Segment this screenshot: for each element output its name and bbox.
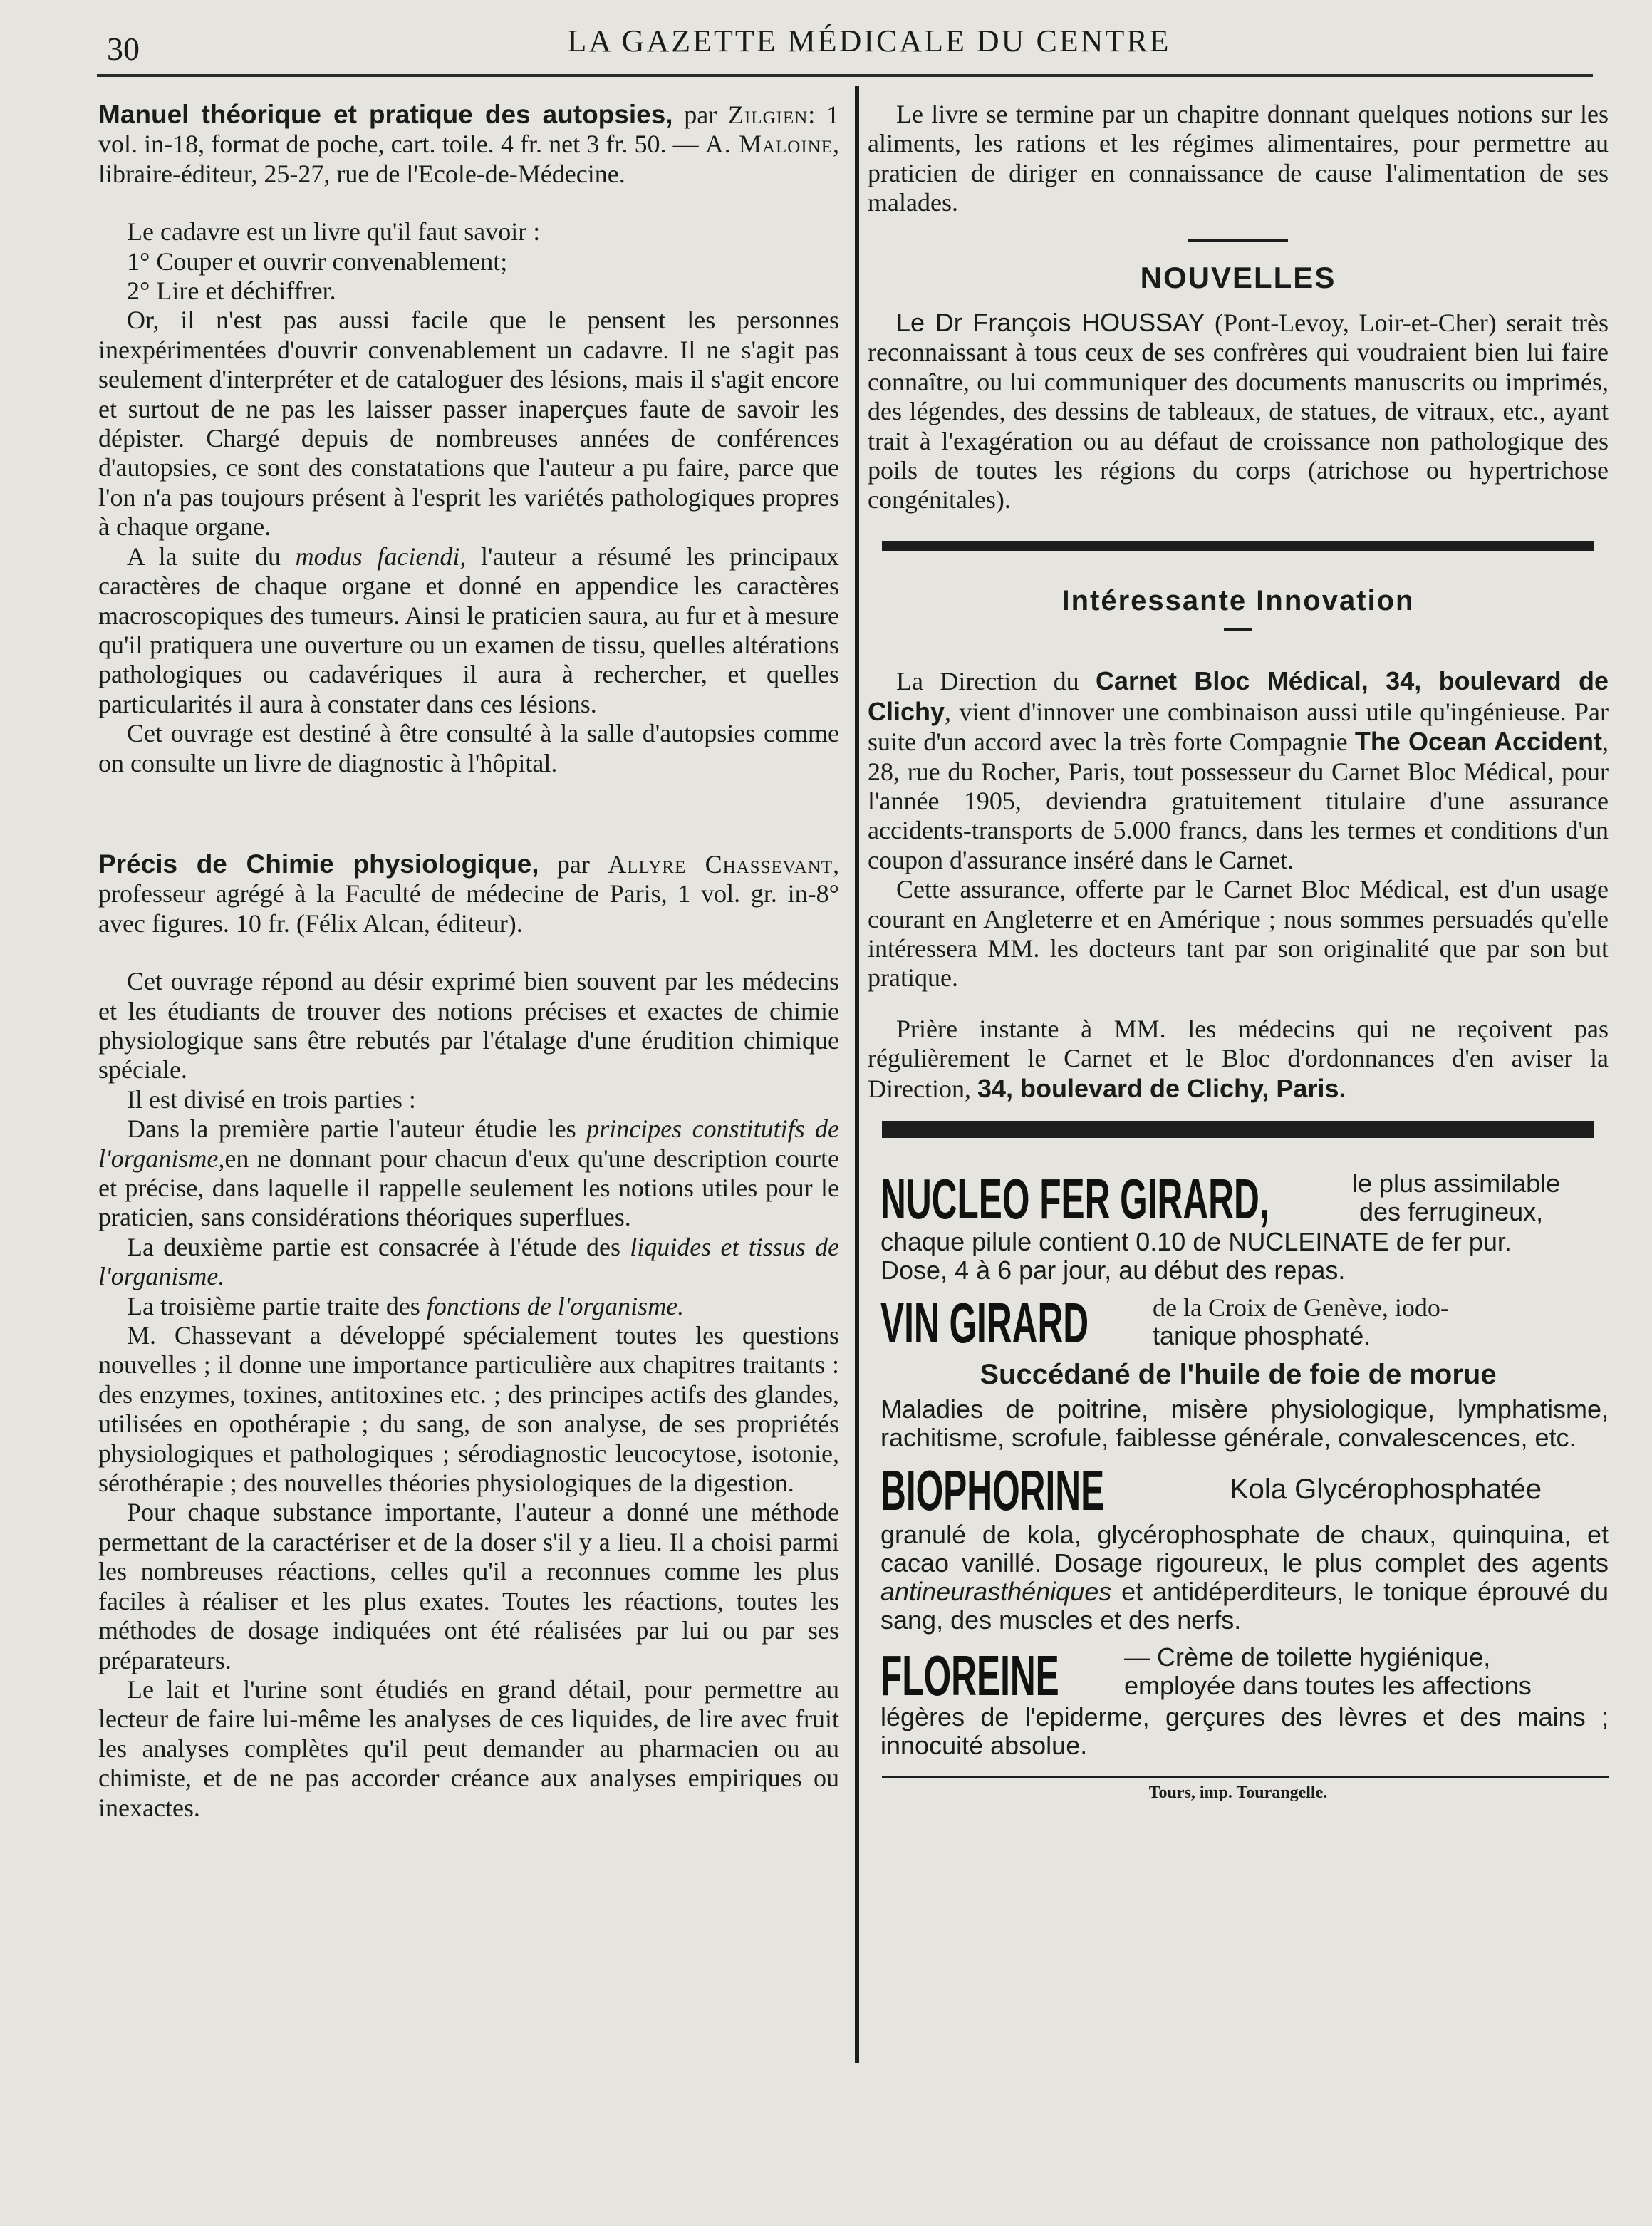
- nucleo-side-line1: le plus assimilable: [1352, 1168, 1561, 1198]
- column-divider: [855, 86, 859, 2063]
- review1-paragraph: A la suite du modus faciendi, l'auteur a résumé les principaux caractères de chaque organe et donné en appendice les caractères macroscopiques des tumeurs. Ainsi le praticien saura, au fur et à mesure qu'il pratiquera une ouverture ou un examen de tissu, quelles altérations pathologiques ou cadavériques il aura à rechercher, et quelles particularités il aura à constater dans ces lésions.: [98, 542, 839, 718]
- vin-side-line2: tanique phosphaté.: [1153, 1320, 1371, 1350]
- innovation-paragraph: Prière instante à MM. les médecins qui ne reçoivent pas régulièrement le Carnet et le Bloc d'ordonnances d'en aviser la Direction, 34, boulevard de Clichy, Paris.: [868, 1014, 1609, 1103]
- review2-paragraph: La troisième partie traite des fonctions de l'organisme.: [127, 1291, 685, 1320]
- review2-paragraph: Le lait et l'urine sont étudiés en grand détail, pour permettre au lecteur de faire lui-même les analyses de ces liquides, de lire avec fruit les analyses complètes qu'il peut demander au pharmacien ou au chimiste, et de ne pas accorder créance aux analyses empiriques ou inexactes.: [98, 1674, 839, 1822]
- ad-biophorine: [868, 1459, 1609, 1521]
- nucleo-brand: NUCLEO FER GIRARD,: [880, 1166, 1269, 1231]
- innovation-paragraph: Cette assurance, offerte par le Carnet Bloc Médical, est d'un usage courant en Angleterre et en Amérique ; nous sommes persuadés qu'elle intéressera MM. les docteurs tant par son originalité que par son but pratique.: [868, 875, 1609, 993]
- floreine-side-line1: — Crème de toilette hygiénique,: [1124, 1642, 1491, 1672]
- review1-by: par: [672, 100, 728, 129]
- ad-floreine: [868, 1642, 1609, 1708]
- review2-paragraph: Il est divisé en trois parties :: [127, 1084, 416, 1114]
- news-paragraph: Le Dr François HOUSSAY (Pont-Levoy, Loir-et-Cher) serait très reconnaissant à tous ceux de ses confrères qui voudraient bien lui faire connaître, ou lui communiquer des documents manuscrits ou imprimés, des légendes, des dessins de tableaux, de statues, de vitraux, etc., ayant trait à l'exagération ou au défaut de croissance non pathologique des poils de toutes les régions du corps (atrichose ou hypertrichose congénitales).: [868, 308, 1609, 514]
- review1-title: Manuel théorique et pratique des autopsies,: [98, 100, 673, 129]
- separator-rule: [1224, 628, 1252, 631]
- review1-heading: [98, 100, 839, 189]
- biophorine-side: Kola Glycérophosphatée: [1230, 1474, 1542, 1506]
- review1-paragraph: Or, il n'est pas aussi facile que le pensent les personnes inexpérimentées d'ouvrir convenablement un cadavre. Il ne s'agit pas seulement d'interpréter et de cataloguer des lésions, mais il s'agit encore et surtout de ne pas les laisser passer inaperçues faute de savoir les dépister. Chargé depuis de nombreuses années de conférences d'autopsies, ce sont des constatations que l'auteur a pu faire, parce que l'on n'a pas toujours présent à l'esprit les variétés pathologiques propres à chaque organe.: [98, 306, 839, 542]
- biophorine-brand: BIOPHORINE: [880, 1459, 1105, 1523]
- header-rule: [97, 74, 1593, 77]
- review2-paragraph: La deuxième partie est consacrée à l'étude des liquides et tissus de l'organisme.: [98, 1232, 839, 1291]
- review1-details1: : 1 vol. in-18, format de poche, cart. toile. 4 fr. net 3 fr. 50. —: [98, 100, 839, 159]
- review2-details: , professeur agrégé à la Faculté de médecine de Paris, 1 vol. gr. in-8° avec figures. 10 fr. (Félix Alcan, éditeur).: [98, 849, 840, 938]
- review1-ending: Le livre se termine par un chapitre donnant quelques notions sur les aliments, les rations et les régimes alimentaires, pour permettre au praticien de diriger en connaissance de cause l'alimentation de ses malades.: [868, 100, 1609, 217]
- news-title: NOUVELLES: [1140, 260, 1336, 294]
- nucleo-line: Dose, 4 à 6 par jour, au début des repas.: [880, 1255, 1346, 1285]
- floreine-brand: FLOREINE: [880, 1644, 1059, 1708]
- review1-list-item: 1° Couper et ouvrir convenablement;: [127, 247, 508, 276]
- thick-rule: [882, 1121, 1594, 1138]
- floreine-text: légères de l'epiderme, gerçures des lèvres et des mains ; innocuité absolue.: [880, 1702, 1609, 1761]
- review1-paragraph: Cet ouvrage est destiné à être consulté à la salle d'autopsies comme on consulte un livre de diagnostic à l'hôpital.: [98, 719, 839, 777]
- review2-by: par: [539, 849, 608, 879]
- nucleo-side-line2: des ferrugineux,: [1359, 1196, 1544, 1226]
- review1-paragraph: Le cadavre est un livre qu'il faut savoir :: [127, 217, 541, 247]
- innovation-paragraph: La Direction du Carnet Bloc Médical, 34, boulevard de Clichy, vient d'innover une combinaison aussi utile qu'ingénieuse. Par suite d'un accord avec la très forte Compagnie The Ocean Accident, 28, rue du Rocher, Paris, tout possesseur du Carnet Bloc Médical, pour l'année 1905, deviendra gratuitement titulaire d'une assurance accidents-transports de 5.000 francs, dans les termes et conditions d'un coupon d'assurance inséré dans le Carnet.: [868, 666, 1609, 874]
- vin-brand: VIN GIRARD: [880, 1290, 1089, 1355]
- biophorine-text: granulé de kola, glycérophosphate de chaux, quinquina, et cacao vanillé. Dosage rigoureux, le plus complet des agents antineurasthéniques et antidéperditeurs, le tonique éprouvé du sang, des muscles et des nerfs.: [880, 1520, 1609, 1635]
- running-title: LA GAZETTE MÉDICALE DU CENTRE: [567, 24, 1171, 58]
- review1-publisher: A. Maloine: [705, 130, 833, 159]
- review2-title: Précis de Chimie physiologique,: [98, 849, 539, 879]
- review1-author: Zilgien: [727, 100, 809, 129]
- review2-paragraph: Cet ouvrage répond au désir exprimé bien souvent par les médecins et les étudiants de trouver des notions précises et exactes de chimie physiologique sans être rebutés par l'étalage d'une érudition chimique spéciale.: [98, 967, 839, 1084]
- review2-heading: [98, 849, 839, 938]
- ad-nucleo: [868, 1166, 1609, 1231]
- page-number: 30: [107, 31, 140, 67]
- review2-paragraph: Dans la première partie l'auteur étudie les principes constitutifs de l'organisme,en ne donnant pour chacun d'eux qu'une description courte et précise, dans laquelle il rappelle seulement les notions utiles pour le praticien, sans considérations théoriques superflues.: [98, 1114, 840, 1232]
- innovation-title: Intéressante Innovation: [1061, 584, 1415, 616]
- review2-author: Allyre Chassevant: [608, 849, 833, 879]
- review2-paragraph: Pour chaque substance importante, l'auteur a donné une méthode permettant de la caractériser et de la doser s'il y a lieu. Il a choisi parmi les nombreuses réactions, celles qu'il a reconnues comme les plus faciles à réaliser et les plus exates. Toutes les réactions, toutes les méthodes de dosage indiquées ont été réalisées par lui ou par ses préparateurs.: [98, 1498, 839, 1674]
- right-column: [868, 100, 1609, 1803]
- vin-text: Maladies de poitrine, misère physiologique, lymphatisme, rachitisme, scrofule, faiblesse générale, convalescences, etc.: [880, 1394, 1609, 1453]
- vin-side-line1: de la Croix de Genève, iodo-: [1153, 1293, 1449, 1322]
- vin-subtitle: Succédané de l'huile de foie de morue: [980, 1358, 1497, 1390]
- ad-vin: [868, 1290, 1609, 1355]
- imprint-rule: [882, 1776, 1609, 1778]
- review1-details2: , libraire-éditeur, 25-27, rue de l'Ecole-de-Médecine.: [98, 130, 839, 188]
- imprint: Tours, imp. Tourangelle.: [1148, 1784, 1328, 1803]
- nucleo-line: chaque pilule contient 0.10 de NUCLEINATE de fer pur.: [880, 1226, 1512, 1256]
- review1-list-item: 2° Lire et déchiffrer.: [127, 276, 336, 306]
- separator-rule: [1188, 239, 1288, 242]
- review2-paragraph: M. Chassevant a développé spécialement toutes les questions nouvelles ; il donne une importance particulière aux chapitres traitants : des enzymes, toxines, antitoxines etc. ; des principes actifs des glandes, utilisées en opothérapie ; du sang, de son analyse, de ses propriétés physiologiques et pathologiques ; sérodiagnostic leucocytose, isotonie, sérothérapie ; des nouvelles théories physiologiques de la digestion.: [98, 1321, 839, 1498]
- news-name: Le Dr François HOUSSAY: [896, 308, 1205, 338]
- floreine-side-line2: employée dans toutes les affections: [1124, 1671, 1532, 1701]
- left-column: [98, 100, 839, 1823]
- thick-rule: [882, 541, 1594, 551]
